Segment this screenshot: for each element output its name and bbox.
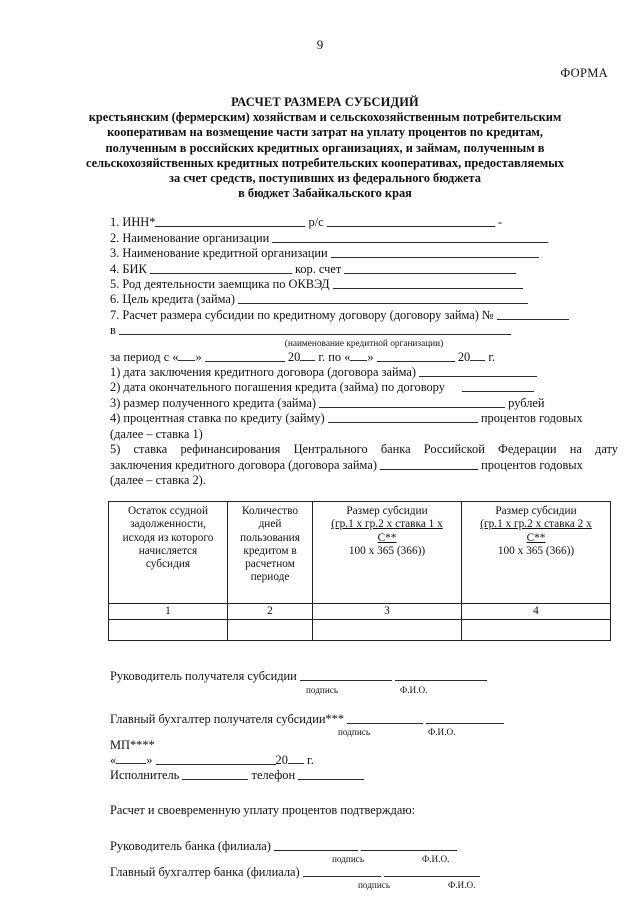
- field-label-credit-org-name: 3. Наименование кредитной организации: [110, 246, 328, 261]
- confirmation-text: Расчет и своевременную уплату процентов подтверждаю:: [110, 803, 416, 818]
- signature-captions-1: [110, 685, 626, 696]
- caption-credit-org: (наименование кредитной организации): [284, 338, 444, 349]
- signature-input-accountant-recipient-fio[interactable]: [426, 712, 504, 724]
- signature-label-chief-accountant-bank: Главный бухгалтер банка (филиала): [110, 864, 300, 879]
- field-unit-percent-annual-2: процентов годовых: [481, 457, 583, 472]
- field-label-period-mid: г. по «: [318, 349, 351, 364]
- field-row-repayment-date: [110, 380, 618, 395]
- stamp-label-row: [110, 738, 626, 753]
- signature-input-head-recipient-sign[interactable]: [300, 669, 392, 681]
- signature-label-head-recipient: Руководитель получателя субсидии: [110, 669, 297, 684]
- title-line-4: сельскохозяйственных кредитных потребительских кооперативах, предоставляемых: [85, 155, 565, 170]
- table-cell-col4[interactable]: [462, 620, 611, 641]
- header-col3-line4: 100 х 365 (366)): [348, 544, 426, 557]
- field-row-interest-rate: [110, 411, 618, 426]
- stamp-label: МП****: [110, 737, 155, 752]
- header-col1-line3: исходя из которого: [122, 531, 214, 544]
- title-line-1: крестьянским (фермерским) хозяйствам и сельскохозяйственным потребительским: [88, 110, 562, 125]
- header-col2-line2: дней: [258, 518, 282, 531]
- header-col3-line2: (гр.1 х гр.2 х ставка 1 х: [331, 518, 443, 531]
- header-col2-line6: периоде: [250, 570, 290, 583]
- title-heading: РАСЧЕТ РАЗМЕРА СУБСИДИЙ: [231, 95, 419, 109]
- header-col1-line2: задолженности,: [130, 518, 206, 531]
- field-row-credit-purpose: [110, 292, 618, 307]
- signature-input-accountant-bank-sign[interactable]: [303, 865, 381, 877]
- caption-signature-4: подпись: [358, 880, 391, 891]
- subsidy-calc-table-wrap: [0, 501, 640, 641]
- table-header-col3: [313, 502, 462, 604]
- signature-captions-3: [110, 854, 626, 865]
- field-input-period-day1[interactable]: [178, 350, 195, 361]
- subsidy-calc-table: [108, 501, 611, 641]
- field-label-contract-date: 1) дата заключения кредитного договора (договора займа): [110, 365, 417, 380]
- field-row-credit-org-name: [110, 246, 618, 261]
- table-number-col1: 1: [109, 604, 228, 620]
- signature-row-chief-accountant-recipient: [110, 712, 626, 727]
- date-close-quote: »: [146, 753, 153, 768]
- field-input-contract-number[interactable]: [497, 308, 569, 320]
- field-input-contract-date[interactable]: [419, 365, 537, 377]
- table-header-col1: [109, 502, 228, 604]
- signature-input-head-bank-sign[interactable]: [274, 839, 358, 851]
- signature-input-accountant-bank-fio[interactable]: [384, 865, 480, 877]
- signature-block: [0, 657, 640, 891]
- field-label-year1: 20: [287, 349, 301, 364]
- field-input-rs[interactable]: [327, 215, 495, 227]
- signature-row-head-bank: [110, 839, 626, 854]
- field-label-year2: 20: [457, 349, 471, 364]
- field-row-inn: [110, 215, 618, 230]
- date-input-year[interactable]: [288, 753, 304, 764]
- field-label-refinance-rate: заключения кредитного договора (договора займа): [110, 457, 377, 472]
- caption-signature-3: подпись: [332, 853, 365, 864]
- header-col2-line4: кредитом в: [243, 544, 297, 557]
- header-col4-line3: С**: [526, 531, 546, 544]
- field-trailing-dash: -: [497, 215, 503, 230]
- signature-input-head-recipient-fio[interactable]: [395, 669, 487, 681]
- field-row-credit-amount: [110, 396, 618, 411]
- field-row-bik: [110, 262, 618, 277]
- table-number-col4: 4: [462, 604, 611, 620]
- field-input-kor-schet[interactable]: [344, 262, 516, 274]
- field-row-contract-date: [110, 365, 618, 380]
- field-input-credit-purpose[interactable]: [238, 292, 528, 304]
- caption-fio-4: Ф.И.О.: [448, 880, 476, 891]
- header-col3-line1: Размер субсидии: [346, 505, 428, 518]
- executor-input-name[interactable]: [182, 768, 248, 780]
- field-label-kor-schet: кор. счет: [294, 261, 342, 276]
- header-col4-line1: Размер субсидии: [495, 505, 577, 518]
- signature-label-chief-accountant-recipient: Главный бухгалтер получателя субсидии***: [110, 711, 345, 726]
- field-row-okved: [110, 277, 618, 292]
- field-input-bik[interactable]: [150, 262, 292, 274]
- field-input-bank-name[interactable]: [119, 323, 511, 335]
- table-number-col3: 3: [313, 604, 462, 620]
- table-header-col4: [462, 502, 611, 604]
- header-col1-line4: начисляется: [138, 544, 198, 557]
- field-unit-rubles: рублей: [508, 395, 545, 410]
- field-input-interest-rate[interactable]: [328, 411, 478, 423]
- caption-fio-3: Ф.И.О.: [422, 853, 450, 864]
- caption-fio-2: Ф.И.О.: [428, 726, 456, 737]
- header-col4-line2: (гр.1 х гр.2 х ставка 2 х: [480, 518, 592, 531]
- date-row: [110, 753, 626, 768]
- table-cell-col1[interactable]: [109, 620, 228, 641]
- field-label-quote-close-1: »: [195, 349, 202, 364]
- field-input-refinance-rate[interactable]: [380, 458, 478, 470]
- field-row-org-name: [110, 231, 618, 246]
- field-row-in-bank: [110, 323, 618, 338]
- field-label-in: в: [110, 323, 116, 338]
- title-line-3: полученным в российских кредитных организациях, и займам, полученным в: [105, 140, 545, 155]
- signature-captions-2: [110, 727, 626, 738]
- field-input-repayment-date[interactable]: [462, 380, 534, 392]
- field-label-interest-rate: 4) процентная ставка по кредиту (займу): [110, 411, 325, 426]
- table-header-row: [109, 502, 611, 604]
- field-label-rs: р/с: [308, 215, 324, 230]
- field-input-period-month1[interactable]: [205, 350, 285, 362]
- header-col3-line3: С**: [377, 531, 397, 544]
- date-year-prefix: 20: [275, 753, 288, 768]
- header-col2-line1: Количество: [242, 505, 298, 518]
- field-input-period-year1[interactable]: [300, 350, 315, 361]
- header-col1-line5: субсидия: [145, 557, 191, 570]
- field-input-inn[interactable]: [155, 215, 305, 227]
- field-label-okved: 5. Род деятельности заемщика по ОКВЭД: [110, 277, 330, 292]
- executor-row: [110, 768, 626, 783]
- field-input-credit-org-name[interactable]: [331, 246, 539, 258]
- field-row-contract-number: [110, 308, 618, 323]
- field-label-period-suffix: г.: [488, 349, 496, 364]
- table-cell-col2[interactable]: [228, 620, 313, 641]
- caption-signature-2: подпись: [338, 726, 371, 737]
- phone-label: телефон: [251, 768, 296, 783]
- caption-fio-1: Ф.И.О.: [400, 684, 428, 695]
- date-input-day[interactable]: [116, 753, 146, 764]
- field-row-refinance-rate-line1: 5) ставка рефинансирования Центрального банка Российской Федерации на дату: [110, 442, 618, 457]
- signature-captions-4: [110, 880, 626, 891]
- date-input-month[interactable]: [156, 753, 276, 765]
- field-input-period-month2[interactable]: [377, 350, 455, 362]
- title-line-5: за счет средств, поступивших из федерального бюджета: [169, 171, 481, 186]
- signature-label-head-bank: Руководитель банка (филиала): [110, 838, 271, 853]
- executor-input-phone[interactable]: [298, 768, 364, 780]
- form-fields-block: [0, 215, 640, 488]
- signature-input-head-bank-fio[interactable]: [361, 839, 457, 851]
- field-label-repayment-date: 2) дата окончательного погашения кредита (займа) по договору: [110, 380, 445, 395]
- date-open-quote: «: [110, 753, 117, 768]
- table-cell-col3[interactable]: [313, 620, 462, 641]
- field-row-period: [110, 350, 618, 365]
- field-note-rate1: (далее – ставка 1): [110, 426, 203, 441]
- caption-signature-1: подпись: [306, 684, 339, 695]
- field-label-bik: 4. БИК: [110, 261, 147, 276]
- header-col1-line1: Остаток ссудной: [127, 505, 209, 518]
- header-col4-line4: 100 х 365 (366)): [497, 544, 575, 557]
- table-number-col2: 2: [228, 604, 313, 620]
- field-label-org-name: 2. Наименование организации: [110, 230, 270, 245]
- signature-row-head-recipient: [110, 669, 626, 684]
- header-col2-line3: пользования: [240, 531, 300, 544]
- field-input-period-day2[interactable]: [350, 350, 367, 361]
- page-number: 9: [316, 37, 324, 52]
- table-number-row: [109, 604, 611, 620]
- title-line-2: кооперативам на возмещение части затрат на уплату процентов по кредитам,: [107, 125, 543, 140]
- signature-row-chief-accountant-bank: [110, 865, 626, 880]
- field-label-credit-purpose: 6. Цель кредита (займа): [110, 292, 235, 307]
- field-note-rate2: (далее – ставка 2).: [110, 472, 206, 487]
- field-label-contract-number: 7. Расчет размера субсидии по кредитному договору (договору займа) №: [110, 307, 494, 322]
- table-row: [109, 620, 611, 641]
- form-label: ФОРМА: [560, 66, 608, 80]
- field-label-credit-amount: 3) размер полученного кредита (займа): [110, 395, 316, 410]
- executor-label: Исполнитель: [110, 768, 180, 783]
- title-line-6: в бюджет Забайкальского края: [238, 186, 412, 201]
- document-title-block: [0, 95, 640, 201]
- header-col2-line5: расчетном: [245, 557, 295, 570]
- field-input-okved[interactable]: [333, 277, 523, 289]
- field-label-inn: 1. ИНН*: [110, 215, 156, 230]
- field-input-credit-amount[interactable]: [319, 396, 505, 408]
- field-label-quote-close-2: »: [367, 349, 374, 364]
- table-header-col2: [228, 502, 313, 604]
- field-input-org-name[interactable]: [272, 231, 548, 243]
- signature-input-accountant-recipient-sign[interactable]: [347, 712, 423, 724]
- field-unit-percent-annual-1: процентов годовых: [480, 411, 583, 426]
- field-row-refinance-rate-line2: [110, 458, 618, 473]
- field-label-period-prefix: за период с «: [110, 349, 179, 364]
- date-suffix: г.: [307, 753, 314, 768]
- field-input-period-year2[interactable]: [470, 350, 485, 361]
